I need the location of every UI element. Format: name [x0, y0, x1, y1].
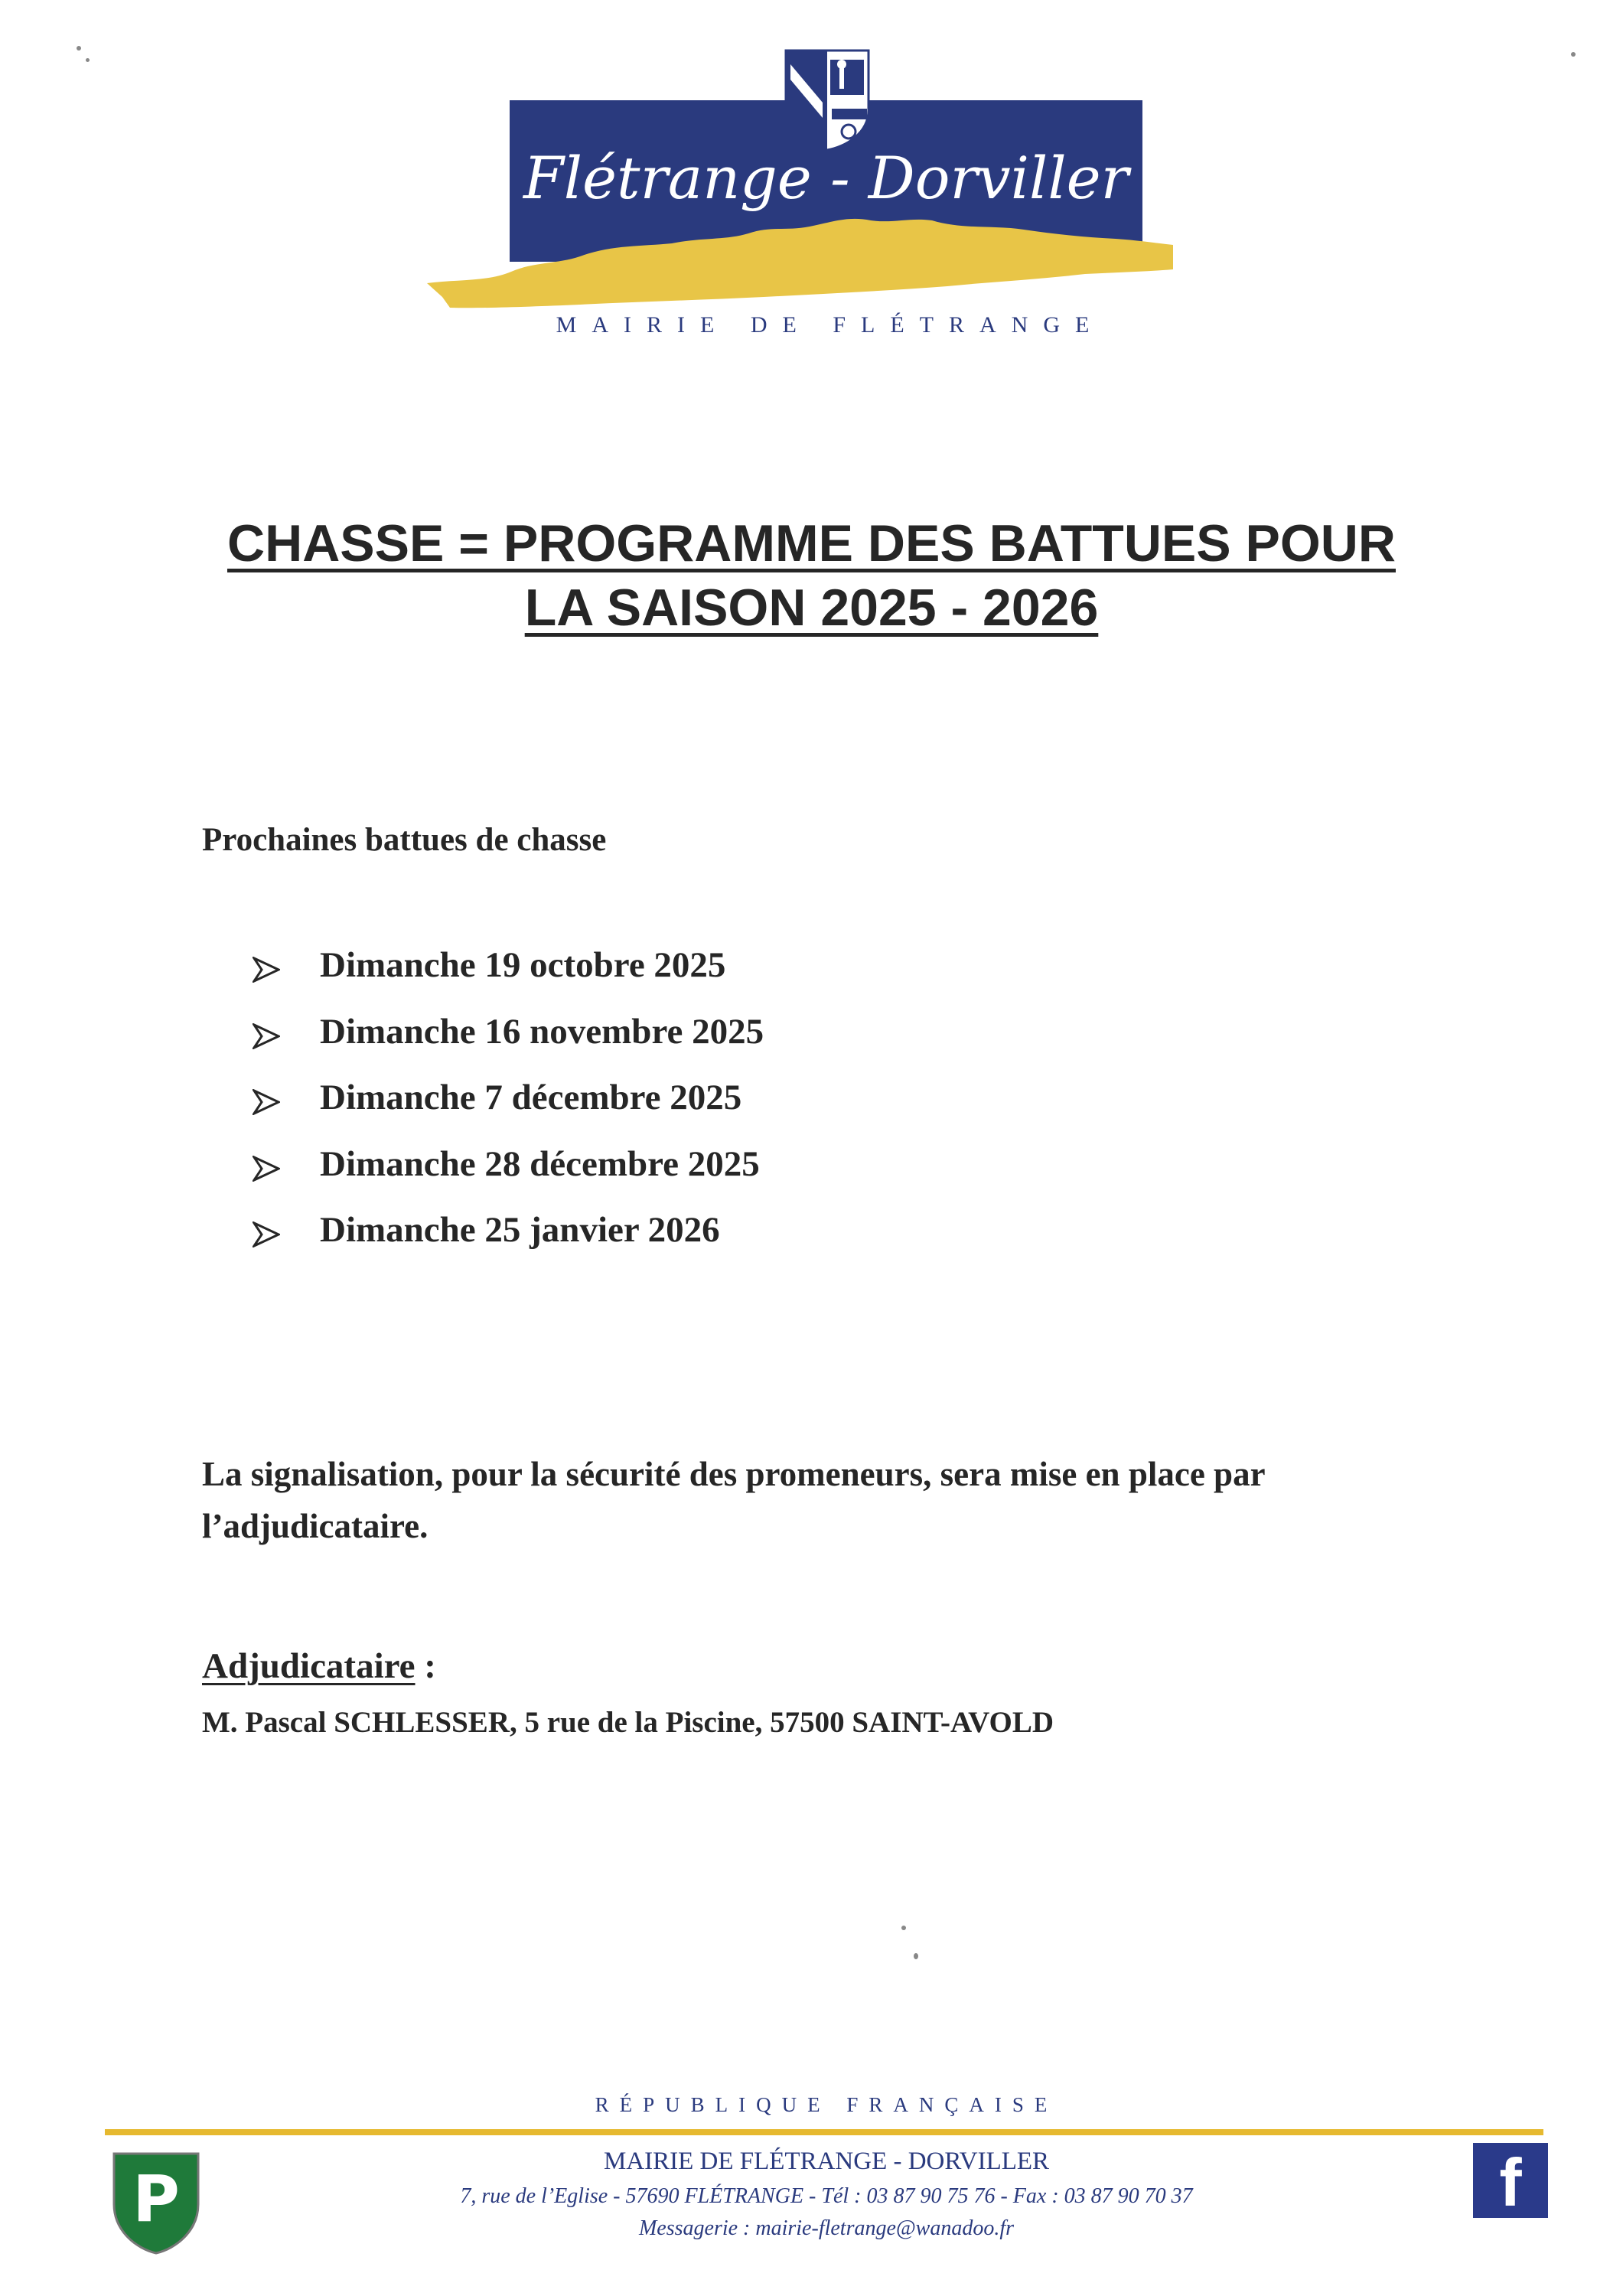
shield-p-icon — [111, 2151, 201, 2256]
scan-speck — [1571, 52, 1576, 57]
hunt-date: Dimanche 16 novembre 2025 — [320, 1011, 764, 1052]
facebook-icon[interactable] — [1473, 2143, 1548, 2218]
title-line-1: CHASSE = PROGRAMME DES BATTUES POUR — [227, 514, 1396, 572]
arrow-bullet-icon — [253, 1143, 320, 1191]
arrow-bullet-icon — [253, 1209, 320, 1257]
adjudicataire-address: M. Pascal SCHLESSER, 5 rue de la Piscine, 57500 SAINT-AVOLD — [202, 1706, 1054, 1739]
hunt-date: Dimanche 25 janvier 2026 — [320, 1210, 720, 1250]
hunt-date: Dimanche 28 décembre 2025 — [320, 1143, 760, 1184]
mairie-subtitle: MAIRIE DE FLÉTRANGE — [556, 312, 1105, 338]
signalisation-paragraph: La signalisation, pour la sécurité des promeneurs, sera mise en place par l’adjudicataire. — [202, 1455, 1265, 1545]
arrow-bullet-icon — [253, 1077, 320, 1124]
footer-email[interactable]: Messagerie : mairie-fletrange@wanadoo.fr — [638, 2216, 1015, 2240]
arrow-bullet-icon — [253, 1011, 320, 1058]
footer-mairie-name: MAIRIE DE FLÉTRANGE - DORVILLER — [603, 2148, 1050, 2175]
adjudicataire-label: Adjudicataire — [202, 1646, 416, 1686]
intro-text: Prochaines battues de chasse — [202, 822, 607, 858]
list-item — [253, 1143, 764, 1210]
scan-speck — [901, 1926, 906, 1930]
list-item — [253, 1077, 764, 1143]
scan-speck — [914, 1953, 918, 1959]
footer-address: 7, rue de l’Eglise - 57690 FLÉTRANGE - Tél : 03 87 90 75 76 - Fax : 03 87 90 70 37 — [460, 2184, 1193, 2208]
hunt-dates-list — [253, 944, 764, 1276]
list-item — [253, 1011, 764, 1078]
republique-francaise: RÉPUBLIQUE FRANÇAISE — [595, 2093, 1058, 2116]
logo-landscape-shape — [427, 207, 1173, 310]
footer-divider — [105, 2129, 1543, 2135]
title-line-2: LA SAISON 2025 - 2026 — [524, 579, 1099, 637]
adjudicataire-heading — [202, 1645, 436, 1687]
adjudicataire-colon: : — [415, 1646, 436, 1686]
scan-speck — [77, 46, 81, 51]
page-title — [153, 511, 1470, 640]
hunt-date: Dimanche 19 octobre 2025 — [320, 945, 726, 985]
coat-of-arms-icon — [784, 49, 870, 152]
scan-speck — [86, 58, 90, 62]
list-item — [253, 944, 764, 1011]
shield-letter: P — [132, 2161, 180, 2236]
list-item — [253, 1209, 764, 1276]
arrow-bullet-icon — [253, 944, 320, 992]
facebook-letter: f — [1499, 2144, 1522, 2220]
hunt-date: Dimanche 7 décembre 2025 — [320, 1078, 742, 1117]
logo-title: Flétrange - Dorviller — [523, 144, 1129, 212]
